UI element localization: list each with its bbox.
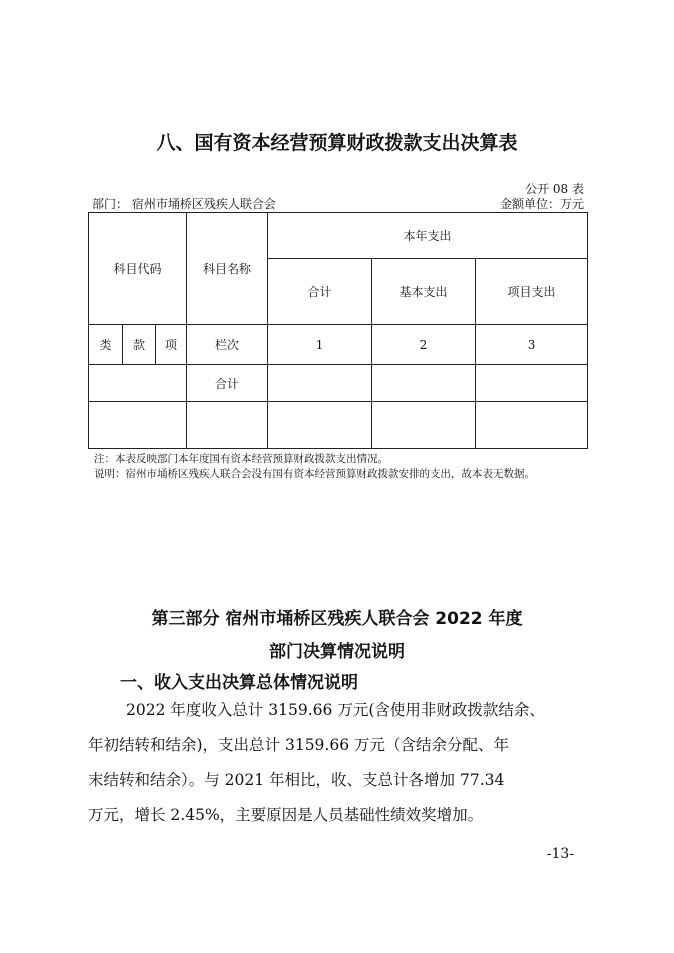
section-title: 第三部分 宿州市埇桥区残疾人联合会 2022 年度 [151,609,523,629]
code-item: 项 [156,325,187,365]
summary-paragraph [88,693,590,833]
table-explanation: 说明：宿州市埇桥区残疾人联合会没有国有资本经营预算财政拨款安排的支出，故本表无数据。 [94,468,535,480]
paragraph-line: 末结转和结余）。与 2021 年相比，收、支总计各增加 77.34 [88,771,505,789]
header-year-expense: 本年支出 [268,213,588,259]
header-basic: 基本支出 [372,259,476,325]
page-number: -13- [546,846,574,862]
form-number: 公开 08 表 [525,182,584,196]
page-title: 八、国有资本经营预算财政拨款支出决算表 [156,132,518,154]
section-subtitle: 部门决算情况说明 [269,642,405,662]
paragraph-line: 万元，增长 2.45%，主要原因是人员基础性绩效奖增加。 [88,806,484,824]
table-note: 注：本表反映部门本年度国有资本经营预算财政拨款支出情况。 [94,453,388,465]
column-row-label: 栏次 [187,325,268,365]
paragraph-line: 2022 年度收入总计 3159.66 万元(含使用非财政拨款结余、 [126,701,545,719]
header-code: 科目代码 [89,213,187,325]
table-row [89,402,588,449]
unit-label: 金额单位：万元 [499,197,584,211]
budget-table [88,212,588,449]
header-project: 项目支出 [476,259,588,325]
column-number: 1 [268,325,372,365]
table-row [89,365,588,402]
total-label: 合计 [187,365,268,402]
table-row [89,325,588,365]
code-class: 类 [89,325,123,365]
header-total: 合计 [268,259,372,325]
heading-income-expense: 一、收入支出决算总体情况说明 [120,673,358,693]
header-name: 科目名称 [187,213,268,325]
code-section: 款 [123,325,156,365]
paragraph-line: 年初结转和结余)，支出总计 3159.66 万元（含结余分配、年 [88,736,509,754]
column-number: 3 [476,325,588,365]
department-label: 部门： 宿州市埇桥区残疾人联合会 [92,197,276,211]
column-number: 2 [372,325,476,365]
